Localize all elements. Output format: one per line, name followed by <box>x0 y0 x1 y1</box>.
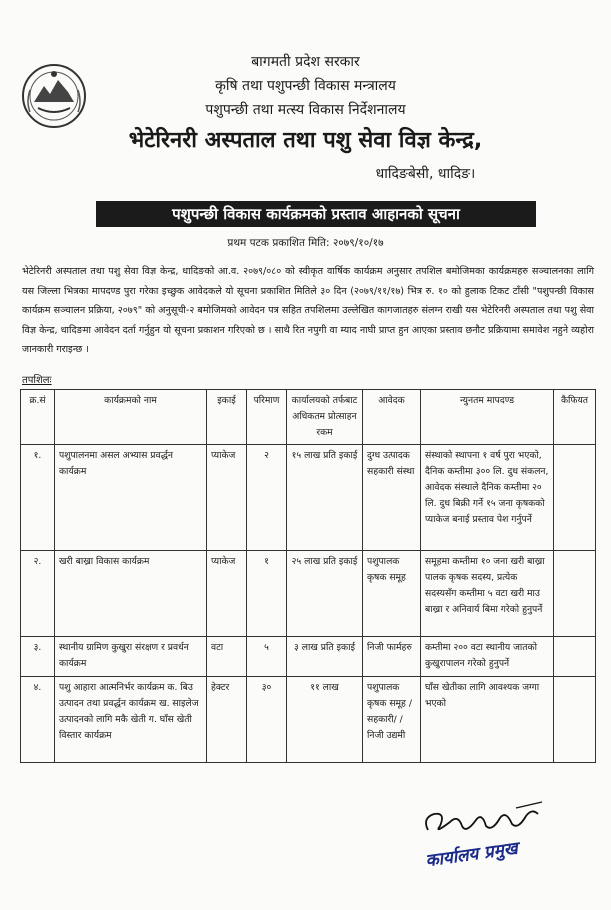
cell-unit: हेक्टर <box>207 677 247 763</box>
cell-program-name: खरी बाख्रा विकास कार्यक्रम <box>55 551 207 637</box>
table-header-row <box>21 390 596 445</box>
table-row <box>21 637 596 677</box>
col-header-remarks: कैफियत <box>554 390 596 445</box>
header-ministry: कृषि तथा पशुपन्छी विकास मन्त्रालय <box>215 78 396 94</box>
program-table <box>20 389 596 763</box>
notice-title-banner: पशुपन्छी विकास कार्यक्रमको प्रस्ताव आहानको सूचना <box>96 201 536 227</box>
table-row <box>21 551 596 637</box>
published-date: प्रथम पटक प्रकाशित मिति: २०७९/१०/१७ <box>227 237 384 249</box>
cell-applicant: पशुपालक कृषक समूह /सहकारी/ /निजी उद्यमी <box>363 677 421 763</box>
notice-body-text: भेटेरिनरी अस्पताल तथा पशु सेवा विज्ञ केन्द्र, धादिङको आ.व. २०७९/०८० को स्वीकृत वार्षिक कार्यक्रम अनुसार तपशिल बमोजिमका कार्यक्रमहरु सञ्चालनका लागि यस जिल्ला भित्रका मापदण्ड पुरा गरेका इच्छुक आवेदकले यो सूचना प्रकाशित मितिले ३० दिन (२०७९/११/१७) भित्र रु. १० को हुलाक टिकट टाँसी "पशुपन्छी विकास कार्यक्रम सञ्चालन प्रक्रिया, २०७९" को अनुसूची-२ बमोजिमको आवेदन पत्र सहित तपशिलमा उल्लेखित कागजातहरु संलग्न राखी यस भेटेरिनरी अस्पताल तथा पशु सेवा विज्ञ केन्द्र, धादिङमा आवेदन दर्ता गर्नुहुन यो सूचना प्रकाशन गरिएको छ । साथै रित नपुगी वा म्याद नाघी प्राप्त हुन आएका प्रस्ताव छनौट प्रक्रियामा समावेश नहुने व्यहोरा जानकारी गराइन्छ । <box>22 266 594 355</box>
header-directorate: पशुपन्छी तथा मत्स्य विकास निर्देशनालय <box>205 102 406 118</box>
cell-program-name: पशु आहारा आत्मनिर्भर कार्यक्रम क. बिउ उत्पादन तथा प्रवर्द्धन कार्यक्रम ख. साइलेज उत्पादनको लागि मकै खेती ग. घाँस खेती विस्तार कार्यक्रम <box>55 677 207 763</box>
cell-criteria: कम्तीमा २०० वटा स्थानीय जातको कुखुरापालन गरेको हुनुपर्ने <box>421 637 554 677</box>
cell-sn: ४. <box>21 677 55 763</box>
col-header-quantity: परिमाण <box>247 390 287 445</box>
cell-amount: ११ लाख <box>287 677 363 763</box>
cell-applicant: दुग्ध उत्पादक सहकारी संस्था <box>363 445 421 551</box>
header-government: बागमती प्रदेश सरकार <box>251 54 360 70</box>
cell-quantity: ५ <box>247 637 287 677</box>
col-header-program-name: कार्यक्रमको नाम <box>55 390 207 445</box>
tapashil-label: तपशिलः <box>22 375 52 386</box>
cell-amount: २५ लाख प्रति इकाई <box>287 551 363 637</box>
cell-criteria: घाँस खेतीका लागि आवश्यक जग्गा भएको <box>421 677 554 763</box>
col-header-sn: क्र.सं <box>21 390 55 445</box>
header-office-name: भेटेरिनरी अस्पताल तथा पशु सेवा विज्ञ केन्द्र, <box>128 128 483 153</box>
cell-criteria: संस्थाको स्थापना १ वर्ष पुरा भएको, दैनिक कम्तीमा ३०० लि. दुध संकलन, आवेदक संस्थाले दैनिक कम्तीमा २० लि. दुध बिक्री गर्ने १५ जना कृषकको प्याकेज बनाई प्रस्ताव पेश गर्नुपर्ने <box>421 445 554 551</box>
cell-quantity: २ <box>247 445 287 551</box>
cell-amount: १५ लाख प्रति इकाई <box>287 445 363 551</box>
cell-sn: ३. <box>21 637 55 677</box>
cell-unit: प्याकेज <box>207 551 247 637</box>
signature-scribble <box>420 800 550 845</box>
cell-sn: २. <box>21 551 55 637</box>
cell-program-name: स्थानीय ग्रामिण कुखुरा संरक्षण र प्रवर्धन कार्यक्रम <box>55 637 207 677</box>
table-row <box>21 677 596 763</box>
col-header-amount: कार्यालयको तर्फबाट अधिकतम प्रोत्साहन रकम <box>287 390 363 445</box>
cell-unit: वटा <box>207 637 247 677</box>
cell-remarks <box>554 551 596 637</box>
cell-unit: प्याकेज <box>207 445 247 551</box>
cell-applicant: निजी फार्महरु <box>363 637 421 677</box>
cell-applicant: पशुपालक कृषक समूह <box>363 551 421 637</box>
cell-remarks <box>554 445 596 551</box>
cell-remarks <box>554 677 596 763</box>
nepal-government-emblem-icon <box>20 62 88 130</box>
col-header-unit: इकाई <box>207 390 247 445</box>
cell-amount: ३ लाख प्रति इकाई <box>287 637 363 677</box>
header-address: धादिङबेसी, धादिङ। <box>375 166 476 182</box>
cell-remarks <box>554 637 596 677</box>
cell-quantity: ३० <box>247 677 287 763</box>
cell-sn: १. <box>21 445 55 551</box>
cell-criteria: समूहमा कम्तीमा १० जना खरी बाख्रा पालक कृषक सदस्य, प्रत्येक सदस्यसँग कम्तीमा ५ वटा खरी माउ बाख्रा र अनिवार्य बिमा गरेको हुनुपर्ने <box>421 551 554 637</box>
cell-quantity: १ <box>247 551 287 637</box>
col-header-criteria: न्युनतम मापदण्ड <box>421 390 554 445</box>
office-chief-title: कार्यालय प्रमुख <box>424 838 519 872</box>
table-row <box>21 445 596 551</box>
cell-program-name: पशुपालनमा असल अभ्यास प्रवर्द्धन कार्यक्रम <box>55 445 207 551</box>
col-header-applicant: आवेदक <box>363 390 421 445</box>
